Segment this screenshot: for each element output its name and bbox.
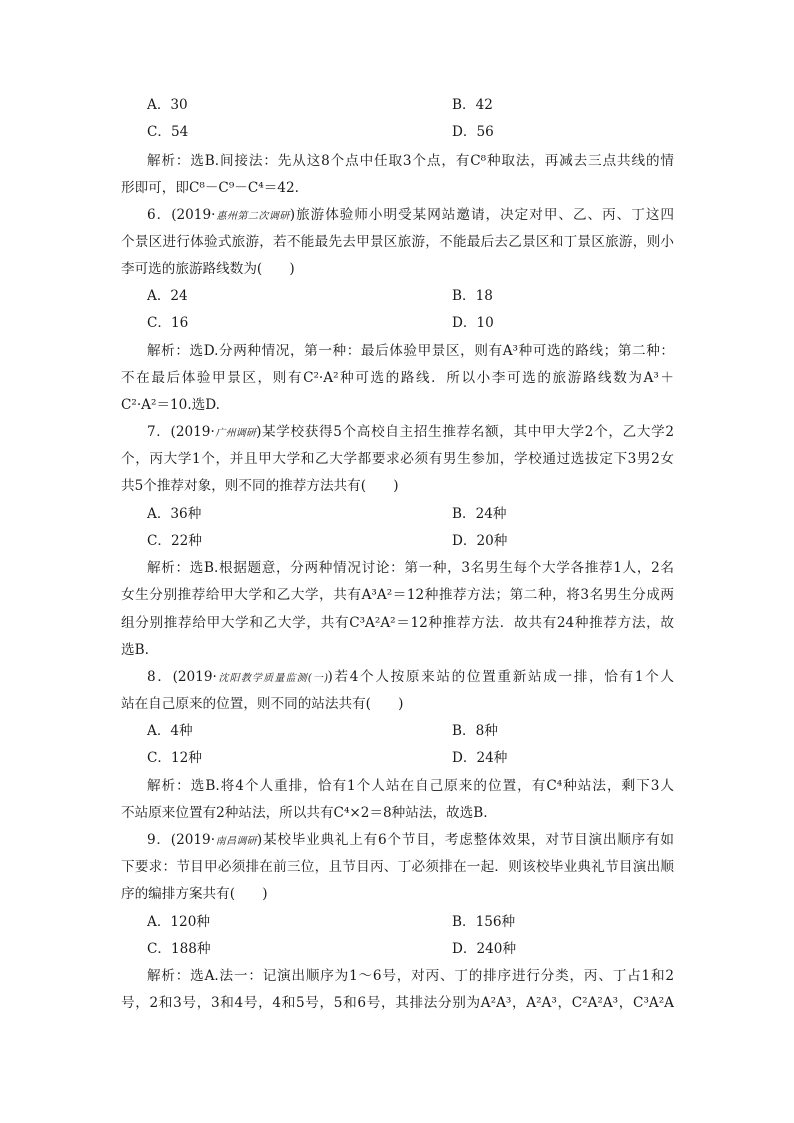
question-7-line3: 共5个推荐对象，则不同的推荐方法共有( ) bbox=[121, 478, 399, 494]
question-9-line3: 序的编排方案共有( ) bbox=[121, 886, 268, 902]
question-text: )某学校获得5个高校自主招生推荐名额，其中甲大学2个，乙大学2 bbox=[256, 424, 675, 440]
solution-q7-line4: 选B. bbox=[121, 642, 149, 658]
question-source: 南昌调研 bbox=[215, 836, 257, 847]
solution-q7-line1: 解析：选B.根据题意，分两种情况讨论：第一种，3名男生每个大学各推荐1人，2名 bbox=[147, 560, 674, 576]
question-9-line2: 下要求：节目甲必须排在前三位，且节目丙、丁必须排在一起．则该校毕业典礼节目演出顺 bbox=[121, 859, 674, 875]
question-source: 广州调研 bbox=[214, 428, 257, 439]
solution-q8-line2: 不站原来位置有2种站法，所以共有C⁴×2＝8种站法，故选B. bbox=[121, 805, 488, 821]
option-d: D．56 bbox=[452, 124, 494, 140]
question-8-line2: 站在自己原来的位置，则不同的站法共有( ) bbox=[121, 696, 404, 712]
solution-q7-line3: 组分别推荐给甲大学和乙大学，共有C³A²A²＝12种推荐方法．故共有24种推荐方法，故 bbox=[121, 615, 674, 631]
question-text: )若4个人按原来站的位置重新站成一排，恰有1个人 bbox=[327, 669, 674, 685]
option-c: C．16 bbox=[147, 315, 189, 331]
question-number: 7．(2019· bbox=[147, 424, 215, 440]
option-d: D．24种 bbox=[452, 750, 508, 766]
question-6-line2: 个景区进行体验式旅游，若不能最先去甲景区旅游，不能最后去乙景区和丁景区旅游，则小 bbox=[121, 234, 674, 250]
option-b: B．8种 bbox=[452, 723, 498, 739]
option-a: A．120种 bbox=[147, 914, 210, 930]
solution-q6-line1: 解析：选D.分两种情况，第一种：最后体验甲景区，则有A³种可选的路线；第二种： bbox=[147, 343, 674, 359]
solution-q8-line1: 解析：选B.将4个人重排，恰有1个人站在自己原来的位置，有C⁴种站法，剩下3人 bbox=[147, 778, 674, 794]
question-source: 沈阳教学质量监测(一) bbox=[216, 673, 328, 684]
question-8-line1 bbox=[147, 667, 674, 689]
option-d: D．240种 bbox=[452, 941, 517, 957]
question-number: 6．(2019· bbox=[147, 207, 216, 223]
option-c: C．188种 bbox=[147, 941, 211, 957]
option-c: C．22种 bbox=[147, 533, 202, 549]
question-source: 惠州第二次调研 bbox=[215, 211, 290, 222]
option-b: B．18 bbox=[452, 288, 493, 304]
question-text: )某校毕业典礼上有6个节目，考虑整体效果，对节目演出顺序有如 bbox=[256, 832, 674, 848]
solution-q6-line3: C²·A²＝10.选D. bbox=[121, 397, 220, 413]
question-7-line2: 个，丙大学1个，并且甲大学和乙大学都要求必须有男生参加，学校通过选拔定下3男2女 bbox=[121, 451, 674, 467]
option-b: B．156种 bbox=[452, 914, 516, 930]
option-b: B．42 bbox=[452, 97, 493, 113]
option-a: A．30 bbox=[147, 97, 188, 113]
solution-q7-line2: 女生分别推荐给甲大学和乙大学，共有A³A²＝12种推荐方法；第二种，将3名男生分成两 bbox=[121, 587, 674, 603]
option-c: C．12种 bbox=[147, 750, 202, 766]
question-7-line1 bbox=[147, 422, 674, 444]
option-a: A．4种 bbox=[147, 723, 193, 739]
solution-q5-line1: 解析：选B.间接法：先从这8个点中任取3个点，有C⁸种取法，再减去三点共线的情 bbox=[147, 153, 674, 169]
option-c: C．54 bbox=[147, 124, 189, 140]
option-a: A．36种 bbox=[147, 506, 202, 522]
question-number: 9．(2019· bbox=[147, 832, 216, 848]
solution-q6-line2: 不在最后体验甲景区，则有C²·A²种可选的路线．所以小李可选的旅游路线数为A³＋ bbox=[121, 370, 674, 386]
option-d: D．10 bbox=[452, 315, 494, 331]
solution-q9-line2: 号，2和3号，3和4号，4和5号，5和6号，其排法分别为A²A³，A²A³，C²A²A³，C³A²A bbox=[121, 995, 674, 1011]
question-6-line1 bbox=[147, 205, 674, 227]
option-d: D．20种 bbox=[452, 533, 508, 549]
question-text: )旅游体验师小明受某网站邀请，决定对甲、乙、丙、丁这四 bbox=[289, 207, 675, 223]
question-number: 8．(2019· bbox=[147, 669, 217, 685]
solution-q9-line1: 解析：选A.法一：记演出顺序为1～6号，对丙、丁的排序进行分类，丙、丁占1和2 bbox=[147, 968, 674, 984]
option-b: B．24种 bbox=[452, 506, 507, 522]
option-a: A．24 bbox=[147, 288, 188, 304]
question-6-line3: 李可选的旅游路线数为( ) bbox=[121, 261, 295, 277]
question-9-line1 bbox=[147, 830, 674, 852]
solution-q5-line2: 形即可，即C⁸－C⁹－C⁴＝42. bbox=[121, 180, 299, 196]
